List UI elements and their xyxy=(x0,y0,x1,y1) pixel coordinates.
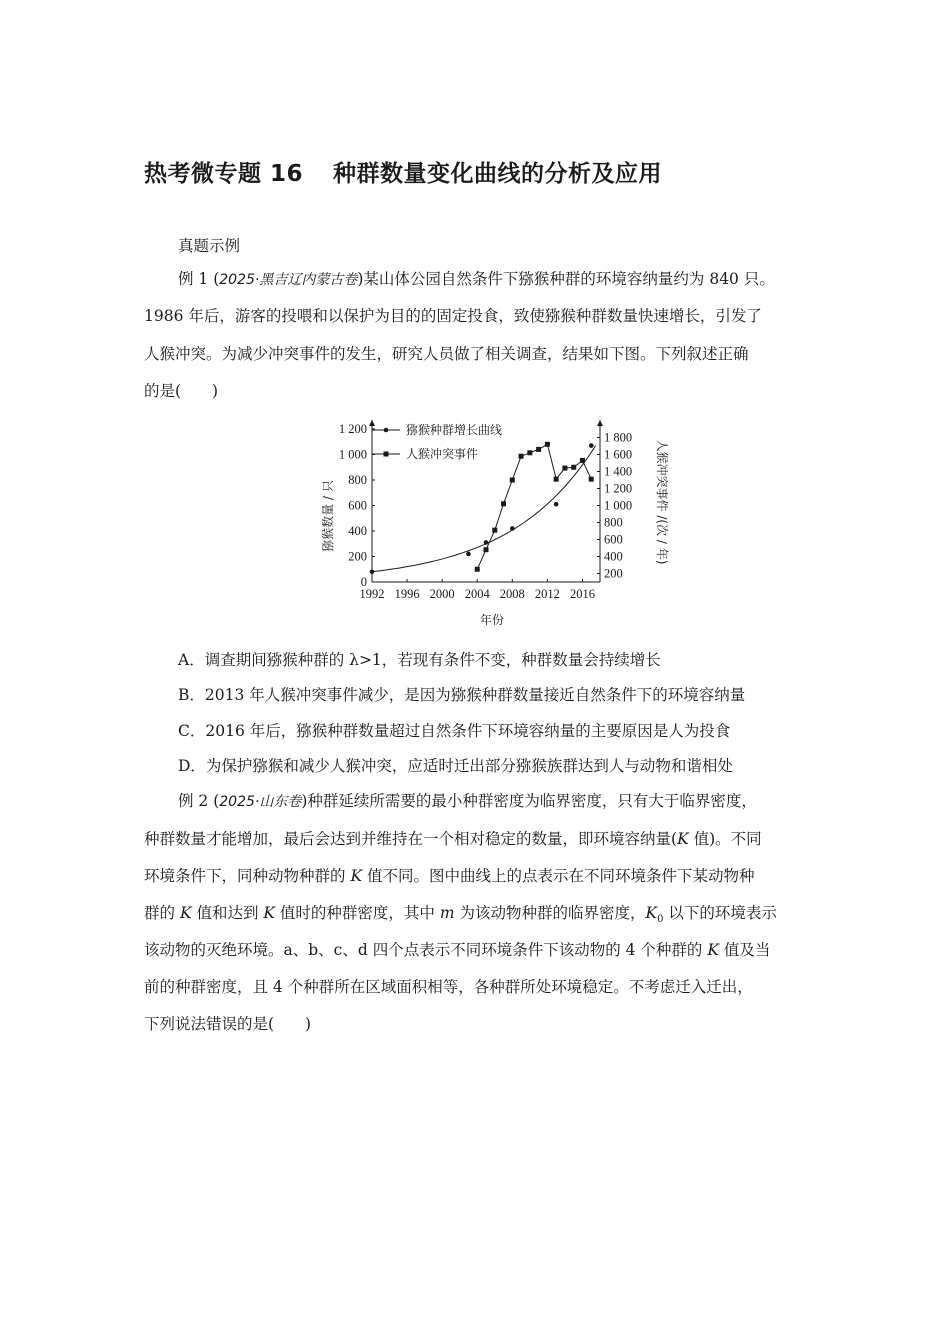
conflict-point xyxy=(510,478,515,483)
x-tick-label: 2012 xyxy=(534,587,560,601)
x-tick-label: 2016 xyxy=(569,587,595,601)
option-c: C．2016 年后，猕猴种群数量超过自然条件下环境容纳量的主要原因是人为投食 xyxy=(178,722,731,740)
conflict-point xyxy=(492,528,497,533)
x-tick-label: 2008 xyxy=(499,587,525,601)
y-tick-label: 600 xyxy=(348,498,367,513)
example1-line1: 例 1 (2025·黑吉辽内蒙古卷)某山体公园自然条件下猕猴种群的环境容纳量约为 840 只。 xyxy=(178,270,775,288)
conflict-point xyxy=(519,454,524,459)
y-tick-label: 200 xyxy=(348,549,367,564)
y2-tick-label: 1 400 xyxy=(604,464,633,479)
y2-tick-label: 1 200 xyxy=(604,481,633,496)
conflict-point xyxy=(501,501,506,506)
conflict-point xyxy=(475,567,480,572)
legend-growth-label: 猕猴种群增长曲线 xyxy=(406,423,503,437)
y-tick-label: 400 xyxy=(348,524,367,538)
x-axis-label: 年份 xyxy=(479,613,505,627)
y-tick-label: 1 000 xyxy=(338,447,367,462)
conflict-point xyxy=(571,465,576,470)
growth-point xyxy=(554,502,559,507)
y2-tick-label: 200 xyxy=(604,566,623,581)
y2-axis-arrow xyxy=(597,420,603,426)
y2-axis-label: 人猴冲突事件 /(次 / 年) xyxy=(655,439,669,565)
x-tick-label: 2004 xyxy=(464,587,490,601)
y2-tick-label: 1 800 xyxy=(604,430,633,445)
conflict-point xyxy=(589,477,594,482)
example2-line3: 环境条件下，同种动物种群的 K 值不同。图中曲线上的点表示在不同环境条件下某动物种 xyxy=(144,867,755,885)
y2-tick-label: 800 xyxy=(604,515,623,530)
y2-tick-label: 1 000 xyxy=(604,498,633,513)
y-tick-label: 1 200 xyxy=(338,422,367,436)
example2-line2: 种群数量才能增加，最后会达到并维持在一个相对稳定的数量，即环境容纳量(K 值)。不同 xyxy=(144,830,762,848)
conflict-point xyxy=(536,447,541,452)
growth-point xyxy=(589,443,594,448)
x-tick-label: 2000 xyxy=(429,587,455,601)
y-axis-arrow xyxy=(369,420,375,426)
y-tick-label: 0 xyxy=(360,575,367,589)
y2-tick-label: 400 xyxy=(604,549,623,564)
example2-line6: 前的种群密度，且 4 个种群所在区域面积相等，各种群所处环境稳定。不考虑迁入迁出， xyxy=(144,978,753,996)
example1-line4: 的是( ) xyxy=(144,382,219,400)
growth-point xyxy=(510,526,515,531)
y2-tick-label: 1 600 xyxy=(604,447,633,462)
growth-curve-line xyxy=(372,446,596,572)
y-tick-label: 800 xyxy=(348,473,367,487)
option-a: A．调查期间猕猴种群的 λ>1，若现有条件不变，种群数量会持续增长 xyxy=(178,651,661,669)
example2-line5: 该动物的灭绝环境。a、b、c、d 四个点表示不同环境条件下该动物的 4 个种群的 K 值及当 xyxy=(144,941,771,959)
example1-line3: 人猴冲突。为减少冲突事件的发生，研究人员做了相关调查，结果如下图。下列叙述正确 xyxy=(144,345,749,363)
x-tick-label: 1992 xyxy=(359,587,385,601)
conflict-point xyxy=(484,547,489,552)
legend-conflict-label: 人猴冲突事件 xyxy=(406,447,479,461)
example1-line2: 1986 年后，游客的投喂和以保护为目的的固定投食，致使猕猴种群数量快速增长，引发了 xyxy=(144,307,762,325)
page-title: 热考微专题 16 种群数量变化曲线的分析及应用 xyxy=(144,161,663,187)
y2-tick-label: 600 xyxy=(604,532,623,547)
option-b: B．2013 年人猴冲突事件减少，是因为猕猴种群数量接近自然条件下的环境容纳量 xyxy=(178,686,746,704)
conflict-point xyxy=(562,466,567,471)
example2-line1: 例 2 (2025·山东卷)种群延续所需要的最小种群密度为临界密度，只有大于临界密度， xyxy=(178,792,757,810)
legend-square-marker xyxy=(384,452,389,457)
example2-line4: 群的 K 值和达到 K 值时的种群密度，其中 m 为该动物种群的临界密度，$K_0$ 以下的环境表示 xyxy=(144,904,777,926)
conflict-point xyxy=(554,477,559,482)
chart-legend xyxy=(372,422,502,461)
section-heading: 真题示例 xyxy=(178,237,241,255)
example2-line7: 下列说法错误的是( ) xyxy=(144,1015,312,1033)
y-axis-label: 猕猴数量 / 只 xyxy=(321,480,335,552)
conflict-point xyxy=(545,442,550,447)
growth-point xyxy=(370,570,375,575)
x-tick-label: 1996 xyxy=(394,587,420,601)
population-conflict-chart xyxy=(318,414,670,632)
legend-circle-marker xyxy=(384,428,389,433)
growth-point xyxy=(466,552,471,557)
conflict-events-line xyxy=(477,444,591,569)
conflict-point xyxy=(580,458,585,463)
growth-point xyxy=(484,540,489,545)
option-d: D．为保护猕猴和减少人猴冲突，应适时迁出部分猕猴族群达到人与动物和谐相处 xyxy=(178,757,733,775)
conflict-point xyxy=(527,450,532,455)
